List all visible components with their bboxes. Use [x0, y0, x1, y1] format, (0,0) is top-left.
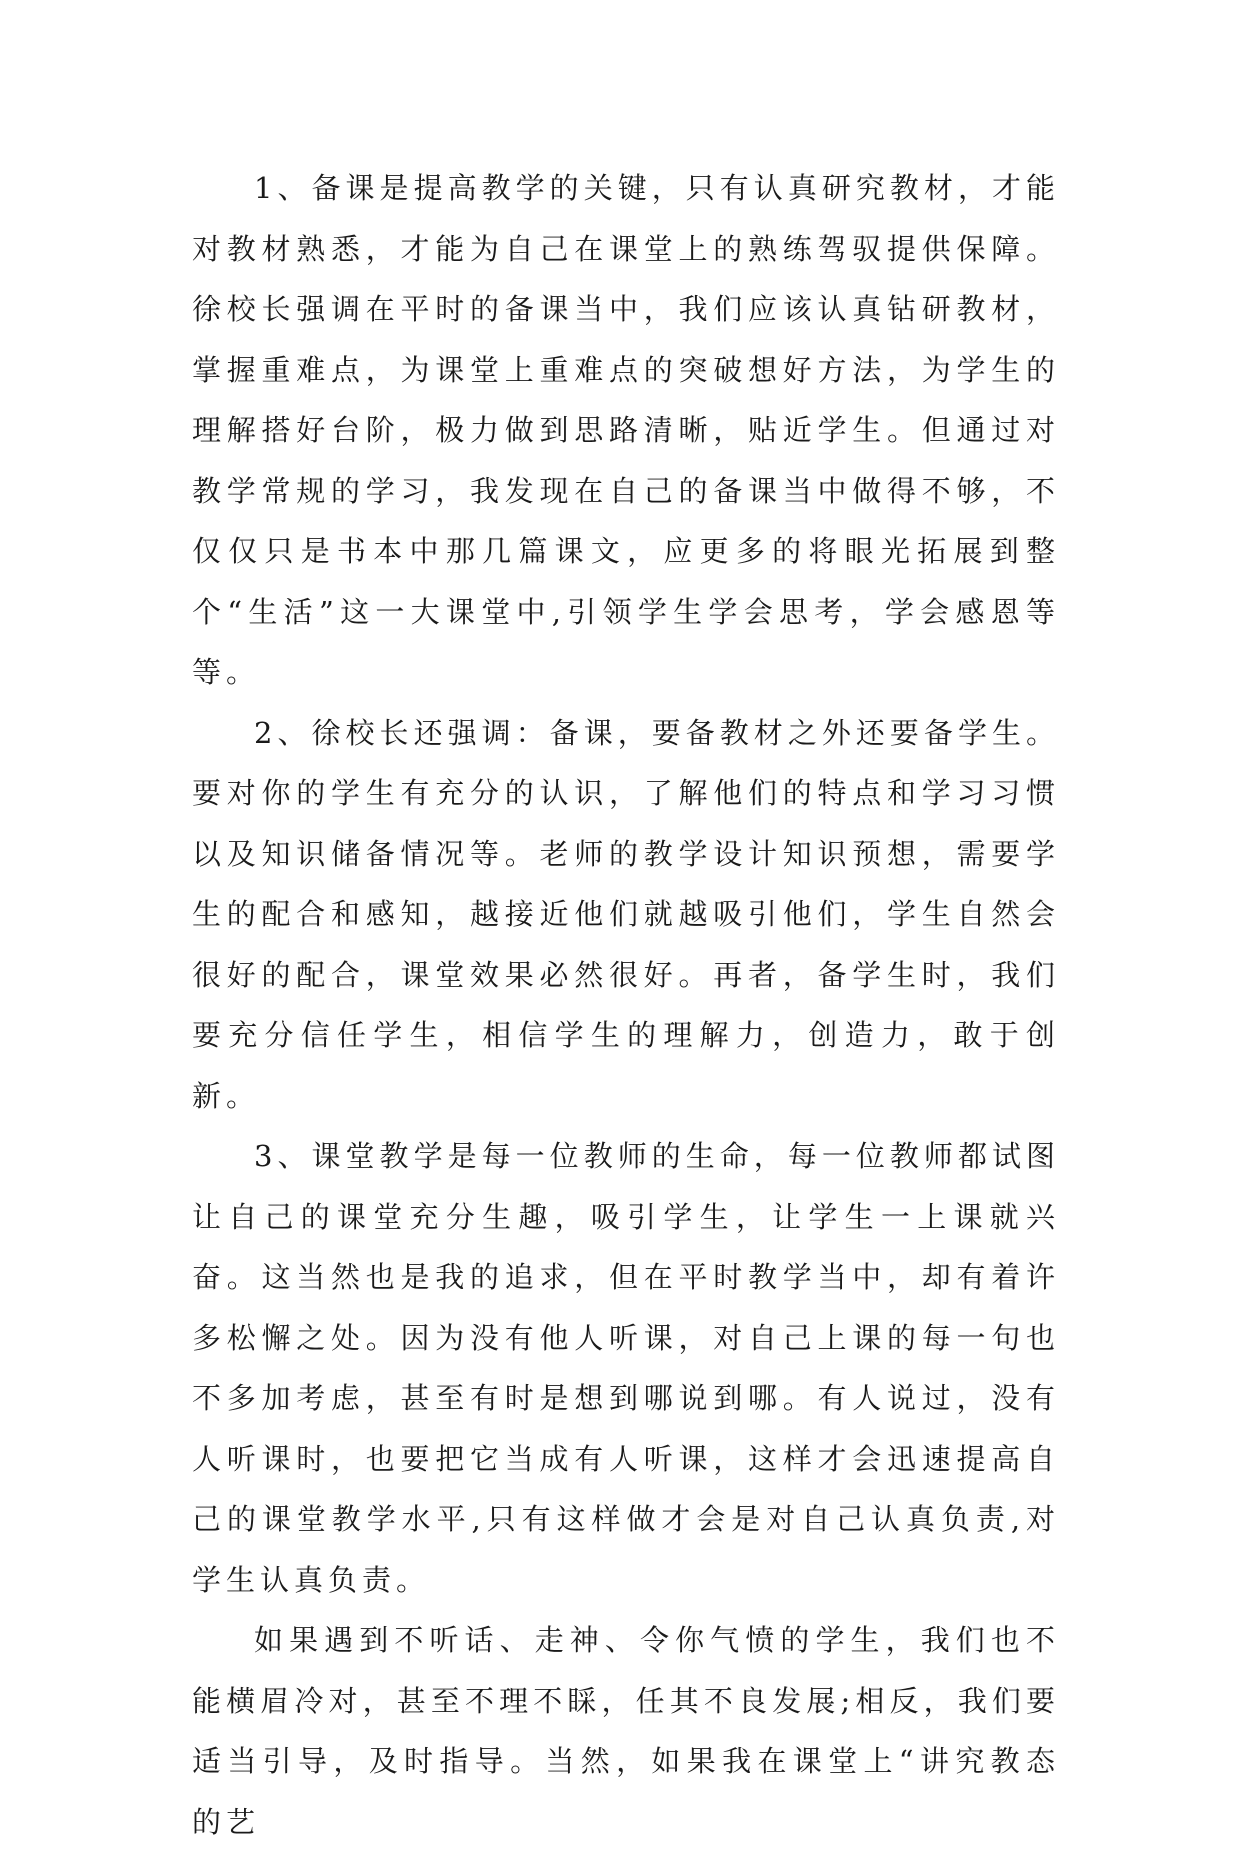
- document-page: [192, 158, 1060, 1852]
- paragraph-1: 1、备课是提高教学的关键，只有认真研究教材，才能对教材熟悉，才能为自己在课堂上的熟练驾驭提供保障。徐校长强调在平时的备课当中，我们应该认真钻研教材，掌握重难点，为课堂上重难点的突破想好方法，为学生的理解搭好台阶，极力做到思路清晰，贴近学生。但通过对教学常规的学习，我发现在自己的备课当中做得不够，不仅仅只是书本中那几篇课文，应更多的将眼光拓展到整个“生活”这一大课堂中,引领学生学会思考，学会感恩等等。: [192, 171, 1060, 689]
- paragraph-4: 如果遇到不听话、走神、令你气愤的学生，我们也不能横眉冷对，甚至不理不睬，任其不良发展;相反，我们要适当引导，及时指导。当然，如果我在课堂上“讲究教态的艺: [192, 1623, 1060, 1839]
- paragraph-3: 3、课堂教学是每一位教师的生命，每一位教师都试图让自己的课堂充分生趣，吸引学生，让学生一上课就兴奋。这当然也是我的追求，但在平时教学当中，却有着许多松懈之处。因为没有他人听课，对自己上课的每一句也不多加考虑，甚至有时是想到哪说到哪。有人说过，没有人听课时，也要把它当成有人听课，这样才会迅速提高自己的课堂教学水平,只有这样做才会是对自己认真负责,对学生认真负责。: [192, 1139, 1060, 1597]
- paragraph-2: 2、徐校长还强调：备课，要备教材之外还要备学生。要对你的学生有充分的认识，了解他们的特点和学习习惯以及知识储备情况等。老师的教学设计知识预想，需要学生的配合和感知，越接近他们就越吸引他们，学生自然会很好的配合，课堂效果必然很好。再者，备学生时，我们要充分信任学生，相信学生的理解力，创造力，敢于创新。: [192, 715, 1060, 1113]
